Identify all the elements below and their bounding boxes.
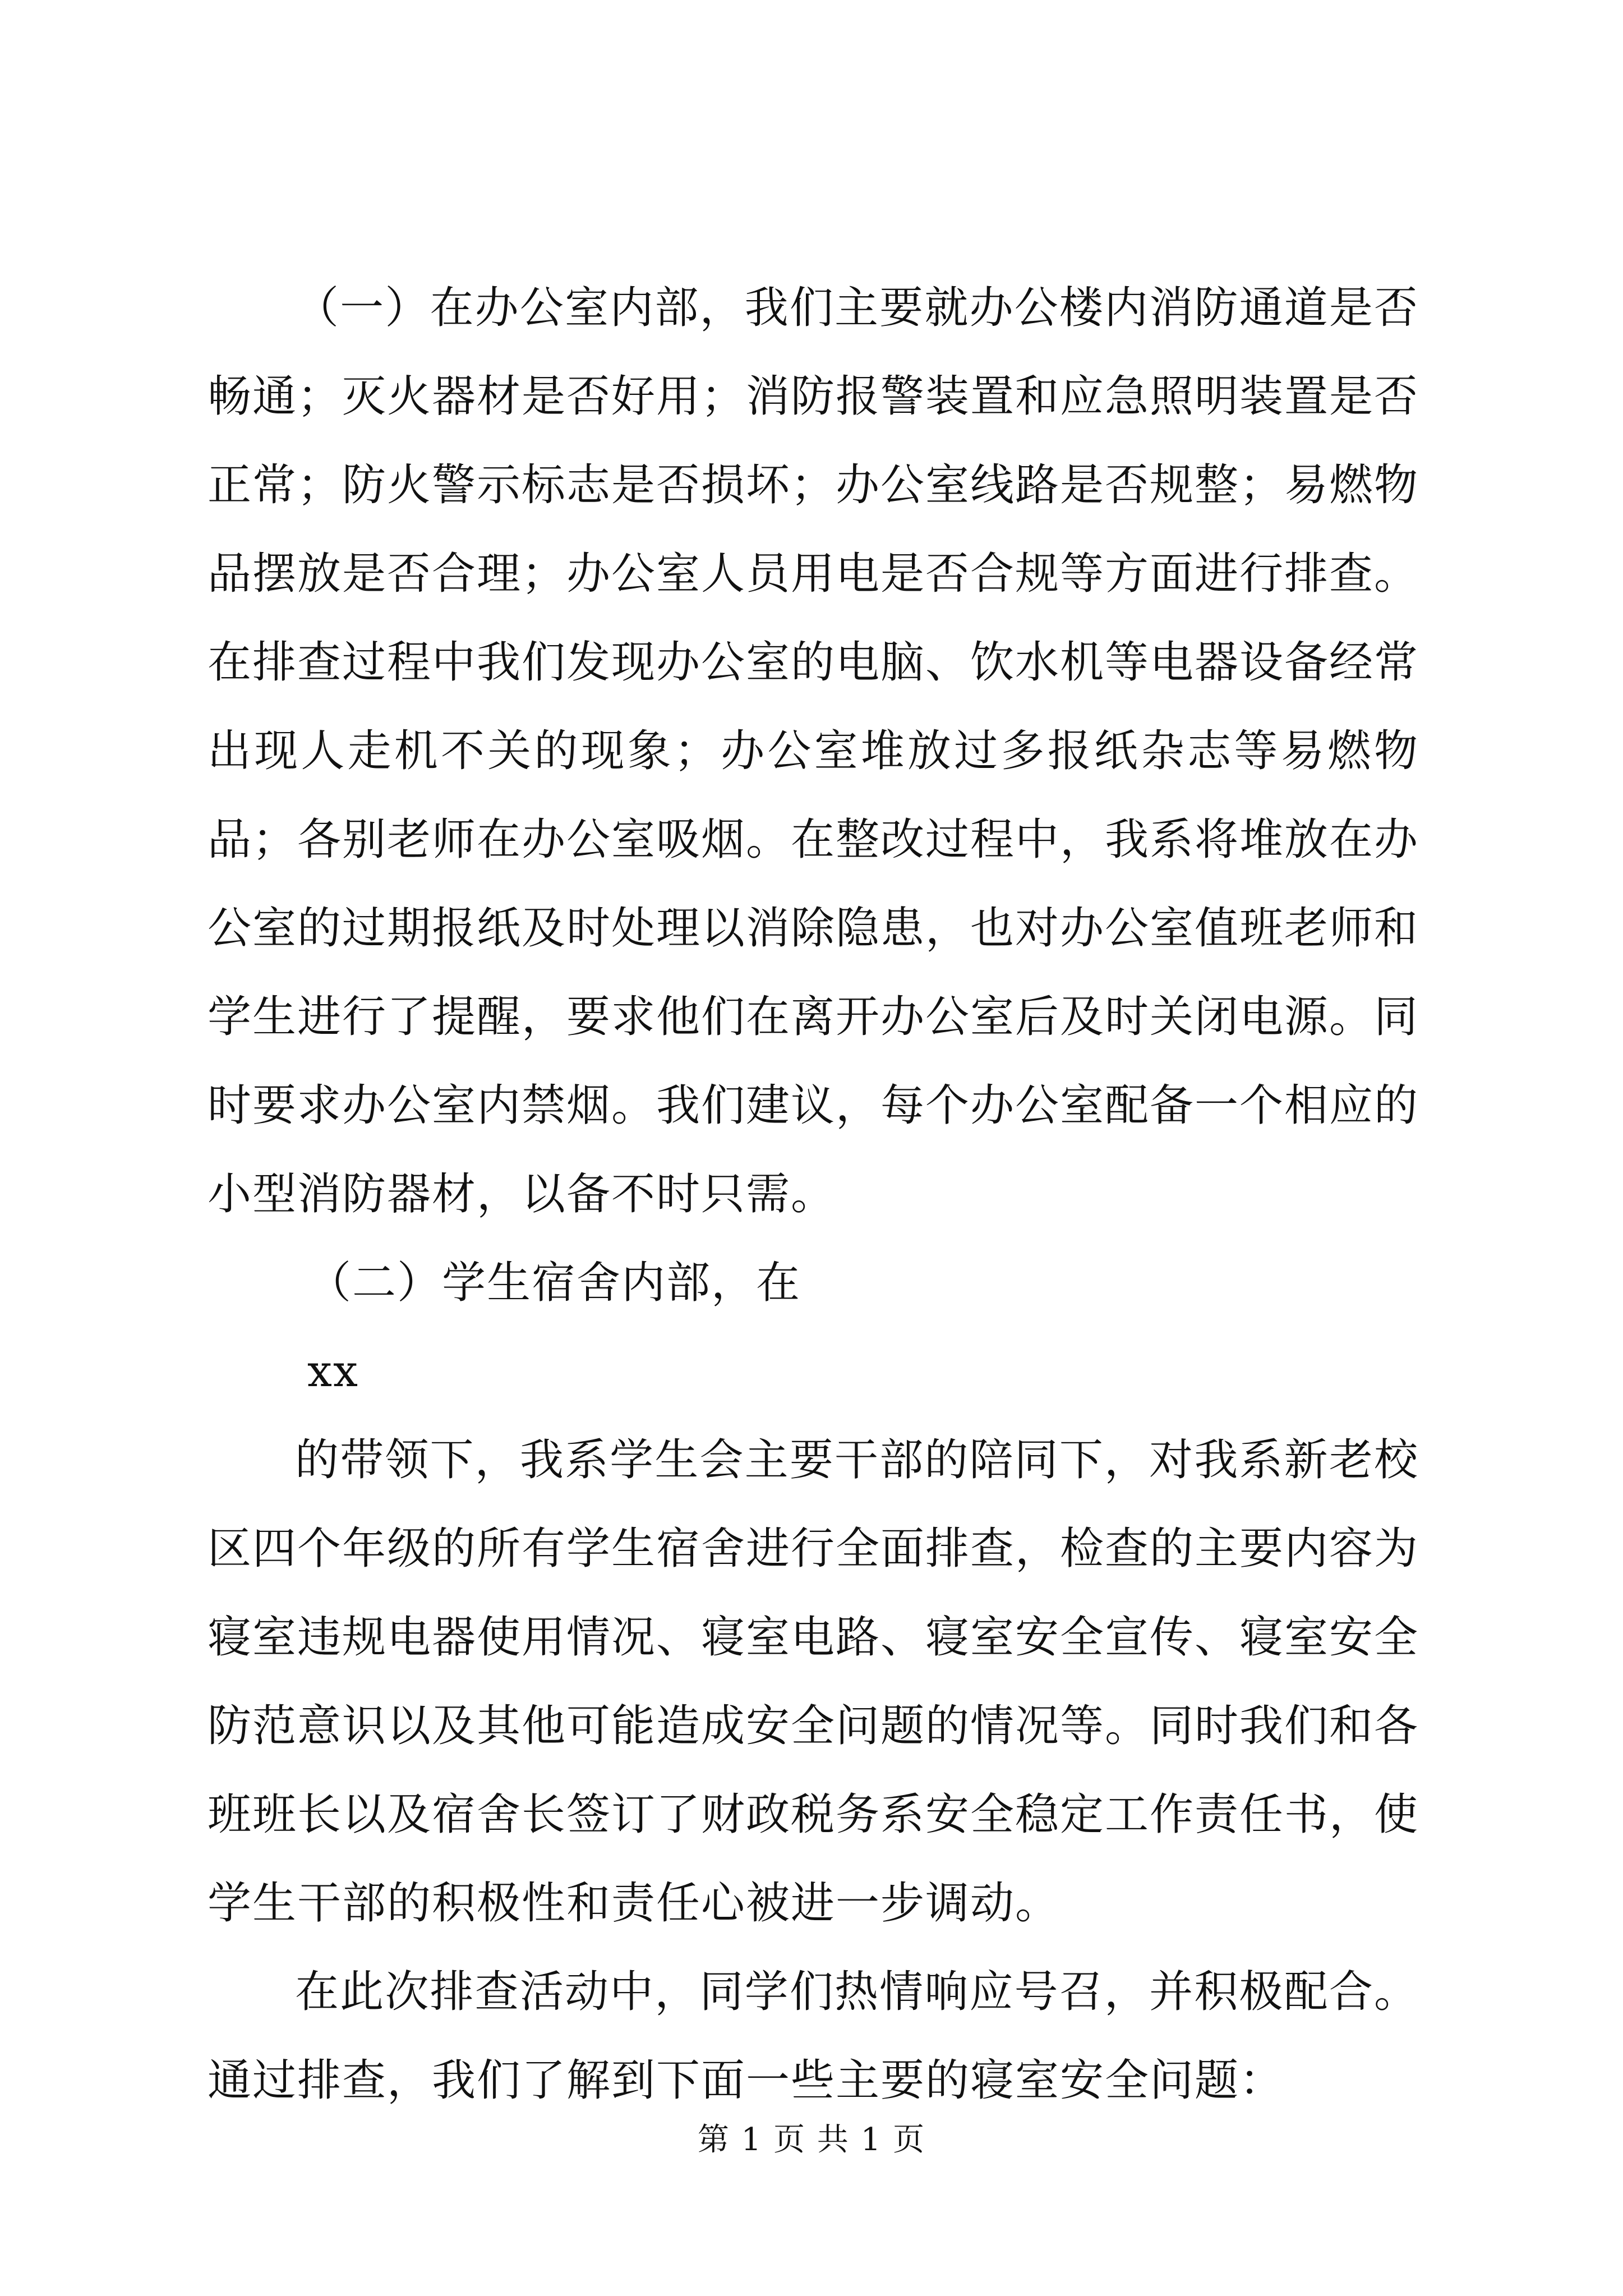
paragraph-placeholder-name: xx bbox=[307, 1346, 359, 1397]
document-body bbox=[208, 264, 1419, 2125]
paragraph-office-inspection: （一）在办公室内部，我们主要就办公楼内消防通道是否畅通；灭火器材是否好用；消防报警装置和应急照明装置是否正常；防火警示标志是否损坏；办公室线路是否规整；易燃物品摆放是否合理；办公室人员用电是否合规等方面进行排查。在排查过程中我们发现办公室的电脑、饮水机等电器设备经常出现人走机不关的现象；办公室堆放过多报纸杂志等易燃物品；各别老师在办公室吸烟。在整改过程中，我系将堆放在办公室的过期报纸及时处理以消除隐患，也对办公室值班老师和学生进行了提醒，要求他们在离开办公室后及时关闭电源。同时要求办公室内禁烟。我们建议，每个办公室配备一个相应的小型消防器材，以备不时只需。 bbox=[208, 283, 1419, 1220]
paragraph-dormitory-inspection: 的带领下，我系学生会主要干部的陪同下，对我系新老校区四个年级的所有学生宿舍进行全面排查，检查的主要内容为寝室违规电器使用情况、寝室电路、寝室安全宣传、寝室安全防范意识以及其他可能造成安全问题的情况等。同时我们和各班班长以及宿舍长签订了财政税务系安全稳定工作责任书，使学生干部的积极性和责任心被进一步调动。 bbox=[208, 1435, 1419, 1929]
page-footer: 第 1 页 共 1 页 bbox=[697, 2122, 926, 2158]
paragraph-inspection-summary: 在此次排查活动中，同学们热情响应号召，并积极配合。通过排查，我们了解到下面一些主要的寝室安全问题： bbox=[208, 1967, 1419, 2106]
paragraph-dormitory-heading: （二）学生宿舍内部，在 bbox=[307, 1258, 801, 1308]
